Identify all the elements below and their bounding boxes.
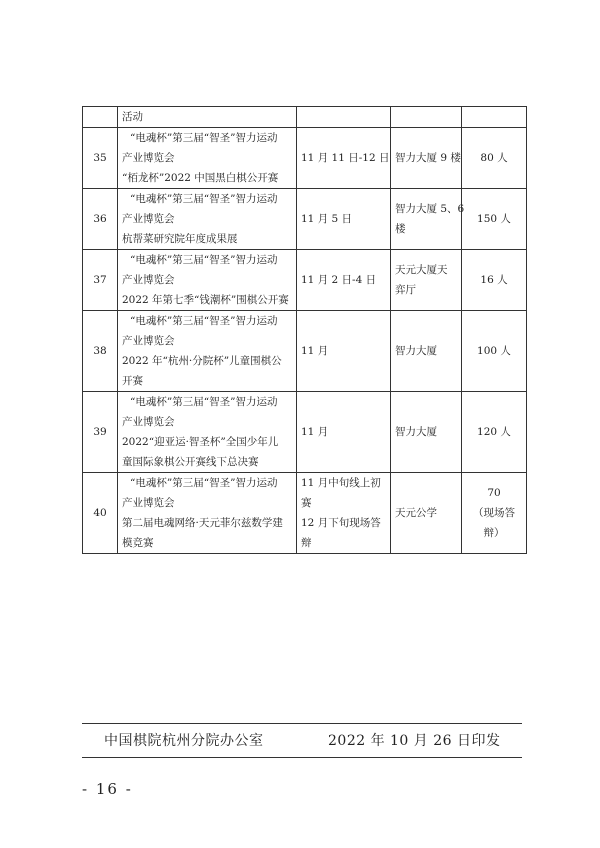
- event-name-cell-line: 2022“迎亚运·智圣杯”全国少年儿: [122, 436, 279, 448]
- event-venue-cell-line: 智力大厦: [395, 345, 437, 357]
- event-name-cell-line: 产业博览会: [122, 335, 175, 347]
- footer-top-rule: [82, 723, 522, 724]
- attendance-cell: [462, 392, 527, 473]
- table-row: [83, 392, 527, 473]
- row-number-cell-text: 37: [93, 274, 107, 286]
- attendance-cell: [462, 128, 527, 189]
- event-date-cell-line: 11 月 5 日: [301, 213, 353, 225]
- event-name-cell-line: 产业博览会: [122, 152, 175, 164]
- event-name-cell: [118, 473, 297, 554]
- row-number-cell: [83, 392, 118, 473]
- event-name-cell: [118, 189, 297, 250]
- event-venue-cell: [391, 311, 462, 392]
- event-venue-cell: [391, 392, 462, 473]
- event-date-cell-line: 11 月 2 日-4 日: [301, 274, 377, 286]
- attendance-cell-line: 辩）: [483, 527, 505, 539]
- row-number-cell-text: 36: [93, 213, 107, 225]
- attendance-cell-line: 70: [487, 487, 501, 499]
- event-date-cell-line: 11 月中旬线上初: [301, 477, 381, 489]
- attendance-cell: [462, 311, 527, 392]
- event-name-cell: [118, 250, 297, 311]
- event-venue-cell: [391, 128, 462, 189]
- events-table-body: [83, 107, 527, 554]
- event-date-cell: [297, 128, 391, 189]
- event-date-cell-line: 12 月下旬现场答: [301, 517, 381, 529]
- attendance-cell-line: 120 人: [477, 426, 511, 438]
- event-name-cell-line: 杭帮菜研究院年度成果展: [122, 233, 238, 245]
- attendance-cell: [462, 250, 527, 311]
- event-venue-cell: [391, 473, 462, 554]
- event-venue-cell-line: 智力大厦 5、6: [395, 203, 465, 215]
- event-date-cell: [297, 250, 391, 311]
- row-number-cell: [83, 311, 118, 392]
- event-name-cell-line: “电魂杯”第三届“智圣”智力运动: [130, 477, 278, 489]
- event-name-cell-line: 产业博览会: [122, 213, 175, 225]
- footer-issuing-office: 中国棋院杭州分院办公室: [104, 733, 264, 749]
- event-venue-cell-line: 智力大厦 9 楼: [395, 152, 461, 164]
- event-date-cell-line: 11 月: [301, 426, 329, 438]
- event-date-cell: [297, 392, 391, 473]
- attendance-cell-line: 150 人: [477, 213, 511, 225]
- event-venue-cell-line: 天元公学: [395, 507, 437, 519]
- event-name-cell: [118, 107, 297, 128]
- event-date-cell: [297, 107, 391, 128]
- event-name-cell-line: “栢龙杯”2022 中国黑白棋公开赛: [122, 172, 279, 184]
- event-date-cell: [297, 189, 391, 250]
- event-venue-cell: [391, 250, 462, 311]
- attendance-cell-line: 16 人: [480, 274, 508, 286]
- event-name-cell-line: “电魂杯”第三届“智圣”智力运动: [130, 396, 278, 408]
- event-name-cell-line: “电魂杯”第三届“智圣”智力运动: [130, 315, 278, 327]
- event-venue-cell-line: 弈厅: [395, 284, 416, 296]
- event-name-cell-line: 童国际象棋公开赛线下总决赛: [122, 456, 259, 468]
- event-venue-cell-line: 楼: [395, 223, 406, 235]
- event-venue-cell-line: 天元大厦天: [395, 264, 448, 276]
- event-name-cell-line: 产业博览会: [122, 497, 175, 509]
- event-name-cell-line: “电魂杯”第三届“智圣”智力运动: [130, 193, 278, 205]
- attendance-cell-line: （现场答: [473, 507, 515, 519]
- table-row: [83, 311, 527, 392]
- event-name-cell: [118, 392, 297, 473]
- event-name-cell-line: 开赛: [122, 375, 143, 387]
- row-number-cell-text: 38: [93, 345, 107, 357]
- event-name-cell: [118, 311, 297, 392]
- event-name-cell-line: 产业博览会: [122, 274, 175, 286]
- footer-bottom-rule: [82, 757, 522, 758]
- event-date-cell: [297, 311, 391, 392]
- row-number-cell: [83, 107, 118, 128]
- event-date-cell-line: 赛: [301, 497, 312, 509]
- attendance-cell: [462, 107, 527, 128]
- table-row: [83, 473, 527, 554]
- event-venue-cell: [391, 189, 465, 250]
- footer-issue-date: 2022 年 10 月 26 日印发: [328, 733, 501, 749]
- table-row: [83, 250, 527, 311]
- event-name-cell-line: 活动: [122, 111, 143, 123]
- event-name-cell-line: 2022 年第七季“钱潮杯”围棋公开赛: [122, 294, 289, 306]
- event-name-cell-line: 模竞赛: [122, 537, 154, 549]
- table-row: [83, 107, 527, 128]
- event-venue-cell-line: 智力大厦: [395, 426, 437, 438]
- row-number-cell: [83, 128, 118, 189]
- row-number-cell: [83, 250, 118, 311]
- row-number-cell-text: 40: [93, 507, 107, 519]
- event-venue-cell: [391, 107, 462, 128]
- table-row: [83, 189, 527, 250]
- event-name-cell: [118, 128, 297, 189]
- event-date-cell-line: 11 月 11 日-12 日: [301, 152, 390, 164]
- row-number-cell-text: 35: [93, 152, 107, 164]
- attendance-cell-line: 80 人: [480, 152, 508, 164]
- event-name-cell-line: 2022 年“杭州·分院杯”儿童围棋公: [122, 355, 282, 367]
- page-number: - 16 -: [82, 780, 133, 798]
- row-number-cell-text: 39: [93, 426, 107, 438]
- event-date-cell: [297, 473, 391, 554]
- event-date-cell-line: 11 月: [301, 345, 329, 357]
- events-table: [82, 106, 527, 554]
- row-number-cell: [83, 189, 118, 250]
- event-name-cell-line: 第二届电魂网络·天元菲尔兹数学建: [122, 517, 283, 529]
- event-name-cell-line: “电魂杯”第三届“智圣”智力运动: [130, 132, 278, 144]
- attendance-cell: [462, 473, 527, 554]
- table-row: [83, 128, 527, 189]
- attendance-cell: [462, 189, 527, 250]
- event-name-cell-line: “电魂杯”第三届“智圣”智力运动: [130, 254, 278, 266]
- row-number-cell: [83, 473, 118, 554]
- event-date-cell-line: 辩: [301, 537, 312, 549]
- attendance-cell-line: 100 人: [477, 345, 511, 357]
- event-name-cell-line: 产业博览会: [122, 416, 175, 428]
